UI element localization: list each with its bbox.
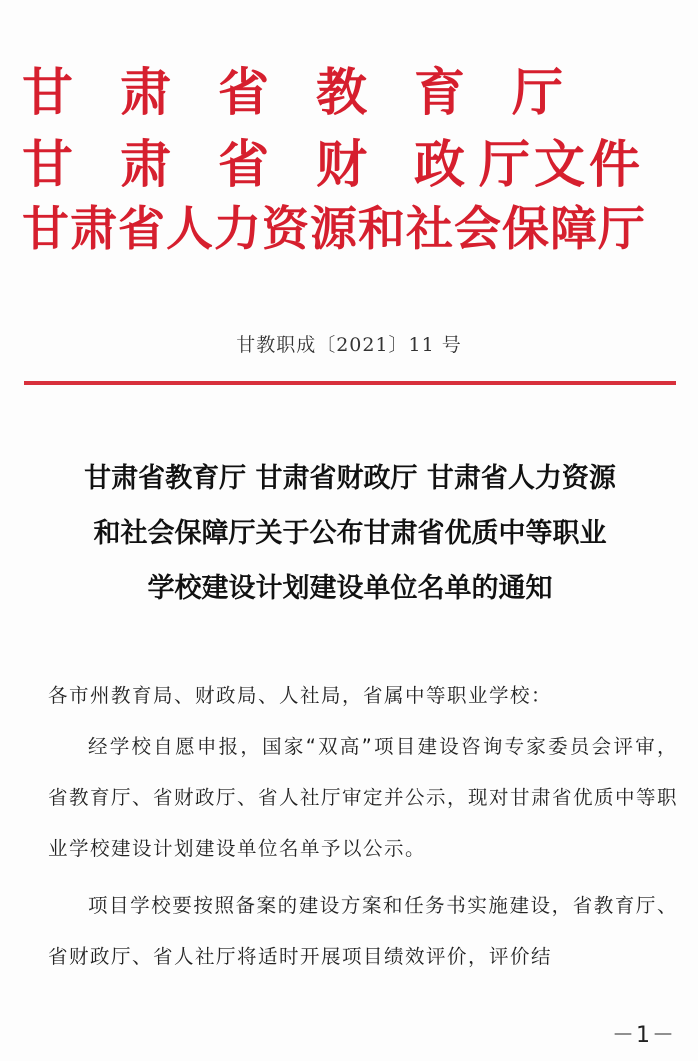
notice-title: [30, 451, 670, 616]
title-line-1: 甘肃省教育厅 甘肃省财政厅 甘肃省人力资源: [84, 463, 616, 494]
issuer-line-finance: [22, 135, 645, 195]
issuer-finance-name: 甘肃省财政: [22, 135, 513, 195]
body-paragraph-1: 经学校自愿申报，国家“双高”项目建设咨询专家委员会评审，省教育厅、省财政厅、省人社厅审定并公示，现对甘肃省优质中等职业学校建设计划建设单位名单予以公示。: [48, 735, 679, 860]
page-number: －1－: [612, 1023, 676, 1048]
issuer-line-hr: 甘肃省人力资源和社会保障厅: [22, 202, 646, 257]
document-number: 甘教职成〔2021〕11 号: [236, 334, 462, 356]
body-paragraph-2: 项目学校要按照备案的建设方案和任务书实施建设，省教育厅、省财政厅、省人社厅将适时开展项目绩效评价，评价结: [48, 894, 678, 968]
issuer-document-suffix: 厅文件: [479, 135, 645, 195]
issuer-line-education: 甘肃省教育厅: [22, 63, 611, 123]
title-line-3: 学校建设计划建设单位名单的通知: [147, 573, 553, 604]
red-divider-line: [24, 381, 676, 385]
salutation: 各市州教育局、财政局、人社局，省属中等职业学校：: [48, 684, 553, 707]
title-line-2: 和社会保障厅关于公布甘肃省优质中等职业: [93, 518, 607, 549]
